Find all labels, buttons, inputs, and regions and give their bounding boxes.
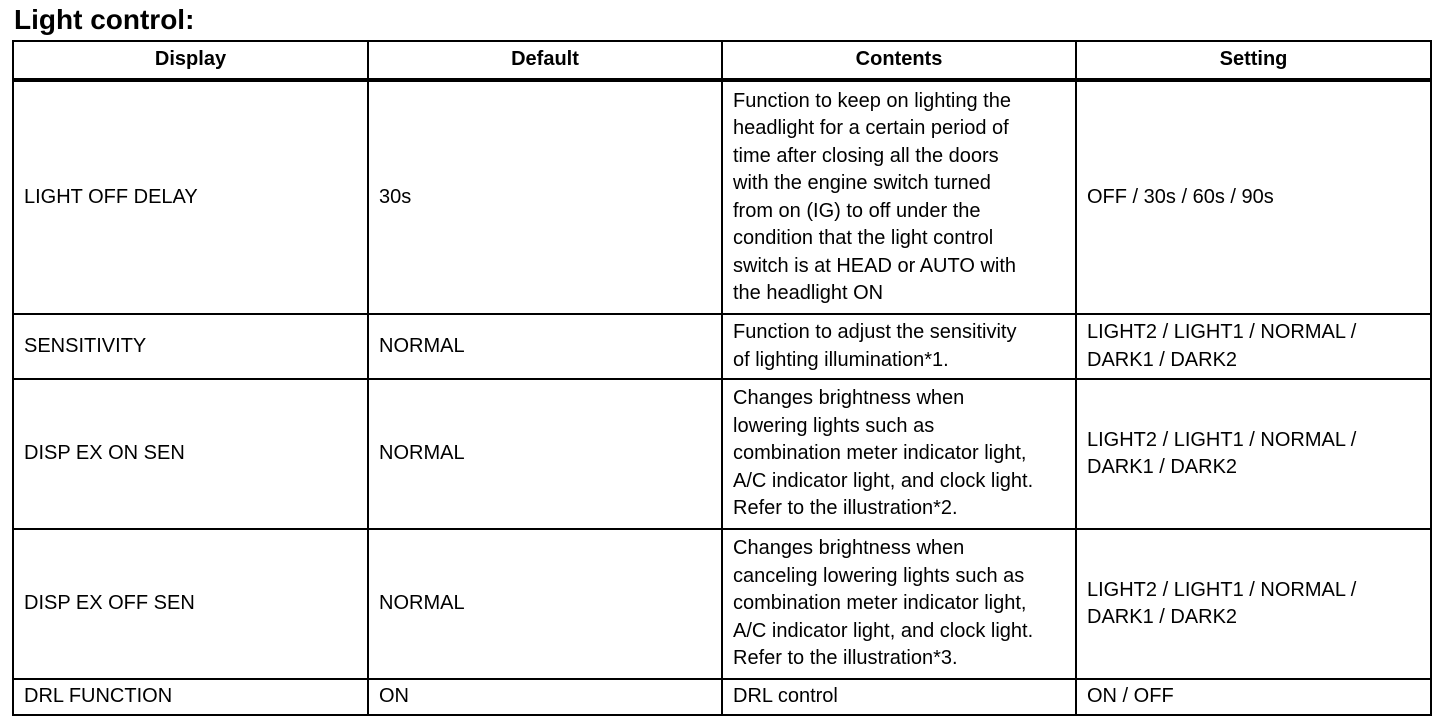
contents-line: of lighting illumination*1. [733,348,949,371]
contents-cell [722,80,1076,314]
contents-line: Changes brightness when [733,537,965,560]
setting-line: DARK1 / DARK2 [1087,606,1238,628]
display-cell: DISP EX ON SEN [13,379,368,529]
table-row [13,379,1431,529]
contents-line: combination meter indicator light, [733,592,1027,615]
column-header-contents: Contents [722,41,1076,80]
contents-cell [722,314,1076,379]
table-row [13,314,1431,379]
display-cell: DRL FUNCTION [13,679,368,715]
table-row [13,529,1431,679]
contents-line: switch is at HEAD or AUTO with [733,254,1017,277]
contents-line: Function to adjust the sensitivity [733,321,1017,343]
setting-cell [1076,679,1431,715]
contents-line: condition that the light control [733,227,994,249]
column-header-display: Display [13,41,368,80]
contents-line: A/C indicator light, and clock light. [733,469,1034,492]
setting-line: DARK1 / DARK2 [1087,456,1238,478]
contents-line: DRL control [733,685,838,708]
contents-line: from on (IG) to off under the [733,199,981,222]
contents-cell [722,379,1076,529]
setting-line: ON / OFF [1087,685,1174,708]
default-cell: ON [368,679,722,715]
page-title: Light control: [14,4,195,35]
setting-cell [1076,379,1431,529]
contents-line: with the engine switch turned [733,172,991,194]
contents-line: Refer to the illustration*2. [733,497,958,520]
setting-line: LIGHT2 / LIGHT1 / NORMAL / [1087,578,1357,601]
contents-line: Function to keep on lighting the [733,89,1011,112]
default-cell: NORMAL [368,379,722,529]
setting-cell [1076,80,1431,314]
setting-line: OFF / 30s / 60s / 90s [1087,185,1274,208]
setting-line: LIGHT2 / LIGHT1 / NORMAL / [1087,428,1357,451]
contents-cell [722,679,1076,715]
contents-line: A/C indicator light, and clock light. [733,619,1034,642]
setting-line: DARK1 / DARK2 [1087,348,1238,371]
contents-line: combination meter indicator light, [733,442,1027,465]
default-cell: 30s [368,80,722,314]
table-row [13,679,1431,715]
contents-line: Refer to the illustration*3. [733,647,958,670]
contents-line: time after closing all the doors [733,144,999,167]
table-row [13,80,1431,314]
column-header-setting: Setting [1076,41,1431,80]
display-cell: LIGHT OFF DELAY [13,80,368,314]
display-cell: DISP EX OFF SEN [13,529,368,679]
default-cell: NORMAL [368,314,722,379]
column-header-default: Default [368,41,722,80]
setting-line: LIGHT2 / LIGHT1 / NORMAL / [1087,321,1357,343]
setting-cell [1076,529,1431,679]
default-cell: NORMAL [368,529,722,679]
contents-line: canceling lowering lights such as [733,564,1025,587]
contents-cell [722,529,1076,679]
contents-line: lowering lights such as [733,414,935,437]
contents-line: the headlight ON [733,282,884,304]
display-cell: SENSITIVITY [13,314,368,379]
contents-line: Changes brightness when [733,387,965,410]
light-control-table [12,40,1432,716]
contents-line: headlight for a certain period of [733,117,1009,139]
table-header-row [13,41,1431,80]
setting-cell [1076,314,1431,379]
